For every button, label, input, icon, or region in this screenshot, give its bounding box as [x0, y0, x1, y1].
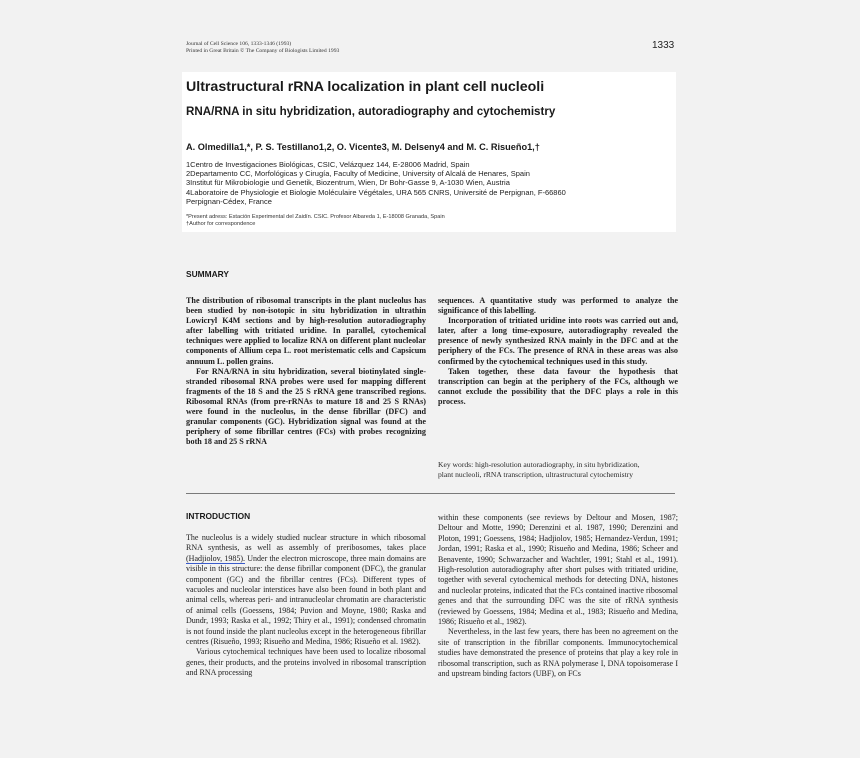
- section-divider: [186, 493, 675, 494]
- summary-paragraph: Incorporation of tritiated uridine into roots was carried out and, later, after a long time-exposure, autoradiography revealed the presence of newly synthesized RNA mainly in the DFC and at the periphery of the FCs. The presence of RNA in these areas was also confirmed by the cytochemical techniques used in this study.: [438, 316, 678, 366]
- page-number: 1333: [652, 40, 675, 51]
- affiliation-4: 4Laboratoire de Physiologie et Biologie Moléculaire Végétales, URA 565 CNRS, Université de Perpignan, F-66860: [186, 187, 566, 197]
- summary-paragraph: Taken together, these data favour the hypothesis that transcription can begin at the periphery of the FCs, although we cannot exclude the possibility that the DFC plays a role in this process.: [438, 366, 678, 406]
- keywords-line-1: Key words: high-resolution autoradiography, in situ hybridization,: [438, 460, 640, 469]
- affiliations: [186, 160, 666, 206]
- intro-paragraph: Various cytochemical techniques have been used to localize ribosomal genes, their products, and the proteins involved in ribosomal transcription and RNA processing: [186, 647, 426, 678]
- summary-heading: SUMMARY: [186, 269, 229, 279]
- intro-paragraph: [186, 533, 426, 647]
- summary-paragraph: sequences. A quantitative study was performed to analyze the significance of this labelling.: [438, 296, 678, 316]
- author-notes: [186, 214, 445, 229]
- journal-line-2: Printed in Great Britain © The Company of Biologists Limited 1993: [186, 47, 340, 54]
- affiliation-3: 3Institut für Mikrobiologie und Genetik, Biozentrum, Wien, Dr Bohr-Gasse 9, A-1030 Wien, Austria: [186, 178, 510, 188]
- keywords-line-2: plant nucleoli, rRNA transcription, ultrastructural cytochemistry: [438, 470, 634, 479]
- intro-text: Under the electron microscope, three main domains are visible in this structure: the dense fibrillar component (DFC), the granular component (GC) and the fibrillar centres (FCs). Different types of vacuoles and nucleolar interstices have also been found in both plant and animal cells, whereas peri- and intranucleolar chromatin are characteristic of animal cells (Goessens, 1984; Puvion and Moyne, 1980; Raska and Dundr, 1993; Raska et al., 1992; Thiry et al., 1991); condensed chromatin is not found inside the plant nucleolus except in the heterogeneous fibrillar centres (Risueño, 1993; Risueño and Medina, 1986; Risueño et al. 1982).: [186, 553, 427, 647]
- introduction-right-column: [438, 513, 678, 680]
- affiliation-1: 1Centro de Investigaciones Biológicas, CSIC, Velázquez 144, E-28006 Madrid, Spain: [186, 160, 470, 169]
- summary-right-column: [438, 296, 678, 407]
- intro-paragraph: Nevertheless, in the last few years, there has been no agreement on the site of transcription in the fibrillar components. Immunocytochemical studies have demonstrated the presence of proteins that play a key role in ribosomal transcription, such as RNA polymerase I, DNA topoisomerase I and upstream binding factors (UBF), on FCs: [438, 627, 678, 679]
- affiliation-2: 2Departamento CC, Morfológicas y Cirugía, Faculty of Medicine, University of Alcalá de Henares, Spain: [186, 169, 530, 179]
- summary-paragraph: For RNA/RNA in situ hybridization, several biotinylated single-stranded ribosomal RNA probes were used for mapping different fragments of the 18 S and the 25 S rRNA gene transcribed regions. Ribosomal RNAs (from pre-rRNAs to mature 18 and 25 S RNAs) were found in the nucleolus, in the dense fibrillar (DFC) and granular components (GC). Hybridization signal was found at the periphery of some fibrillar centres (FCs) with probes recognizing both 18 and 25 S rRNA: [186, 366, 426, 447]
- title-block-background: [182, 72, 676, 232]
- journal-header: [186, 41, 339, 54]
- author-list: A. Olmedilla1,*, P. S. Testillano1,2, O. Vicente3, M. Delseny4 and M. C. Risueño1,†: [186, 142, 540, 152]
- introduction-heading: INTRODUCTION: [186, 511, 251, 521]
- journal-line-1: Journal of Cell Science 106, 1333-1346 (1993): [186, 41, 292, 47]
- intro-paragraph: within these components (see reviews by Deltour and Mosen, 1987; Deltour and Motte, 1990; Derenzini et al. 1987, 1990; Derenzini and Ploton, 1991; Goessens, 1984; Hadjiolov, 1985; Hernandez-Verdun, 1991; Jordan, 1991; Raska et al., 1990; Risueño and Medina, 1986; Scheer and Benavente, 1990; Schwarzacher and Wachtler, 1991; Stahl et al., 1991). High-resolution autoradiography after short pulses with tritiated uridine, together with several cytochemical methods for detecting DNA, histones and nucleolar proteins, indicated that the FCs contained inactive ribosomal genes and that the surrounding DFC was the site of rRNA synthesis (reviewed by Goessens, 1984; Medina et al., 1983; Risueño and Medina, 1986; Risueño et al., 1982).: [438, 513, 678, 627]
- intro-text: The nucleolus is a widely studied nuclear structure in which ribosomal RNA synthesis, as well as assembly of preribosomes, takes place: [186, 533, 426, 553]
- present-address-note: *Present adress: Estación Experimental del Zaidín. CSIC. Profesor Albareda 1, E-18008 Granada, Spain: [186, 214, 445, 220]
- article-title: Ultrastructural rRNA localization in plant cell nucleoli: [186, 79, 545, 95]
- affiliation-4-cont: Perpignan-Cédex, France: [186, 196, 272, 206]
- summary-left-column: [186, 296, 426, 447]
- citation-link-hadjiolov[interactable]: (Hadjiolov, 1985).: [186, 553, 246, 563]
- introduction-left-column: [186, 533, 426, 679]
- correspondence-note: †Author for correspondence: [186, 221, 256, 228]
- summary-paragraph: The distribution of ribosomal transcripts in the plant nucleolus has been studied by non-isotopic in situ hybridization in ultrathin Lowicryl K4M sections and by high-resolution autoradiography after labelling with tritiated uridine. In parallel, cytochemical techniques were applied to localize RNA on different plant nucleolar components of Allium cepa L. root meristematic cells and Capsicum annuum L. pollen grains.: [186, 296, 426, 366]
- article-subtitle: RNA/RNA in situ hybridization, autoradiography and cytochemistry: [186, 105, 556, 118]
- keywords: [438, 460, 678, 480]
